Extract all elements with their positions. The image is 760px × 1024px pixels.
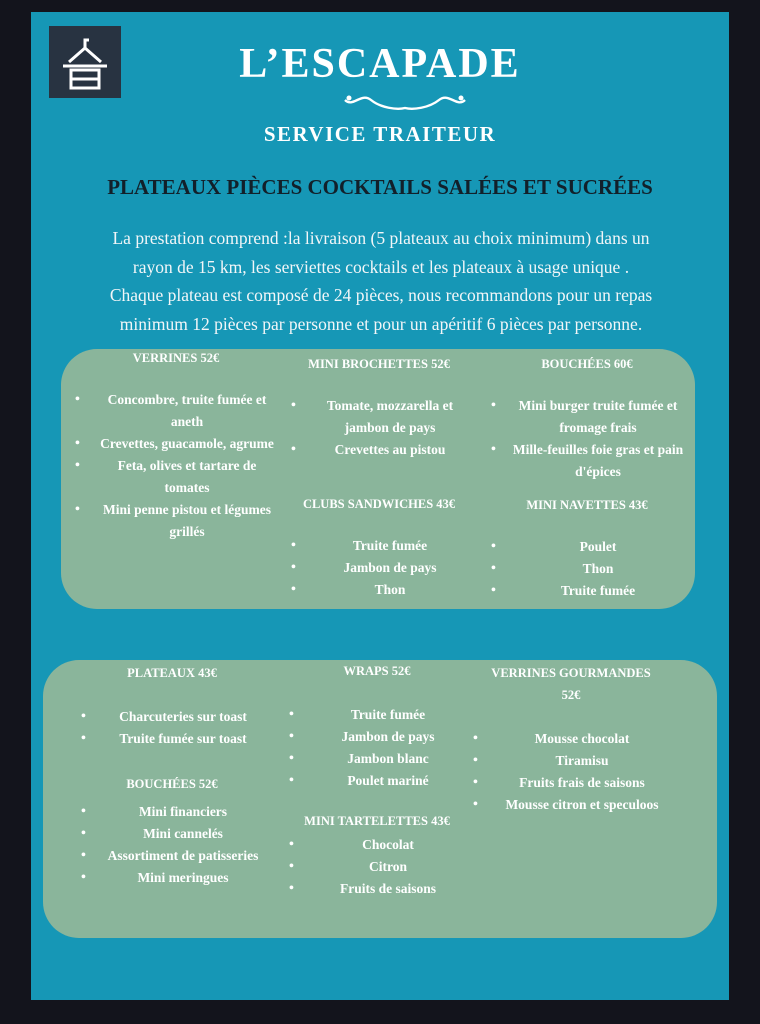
list-item: • Mini meringues (79, 867, 265, 889)
list-item: • Concombre, truite fumée et aneth (73, 389, 279, 433)
list-item: • Thon (289, 579, 469, 601)
list-item: • Feta, olives et tartare de tomates (73, 455, 279, 499)
list-item: • Mousse citron et speculoos (471, 794, 671, 816)
clubs-section (289, 493, 469, 601)
intro-line: Chaque plateau est composé de 24 pièces, nous recommandons pour un repas (109, 285, 653, 305)
list-item: • Mousse chocolat (471, 728, 671, 750)
intro-line: La prestation comprend :la livraison (5 plateaux au choix minimum) dans un (112, 228, 650, 248)
list-item: • Jambon de pays (287, 726, 467, 748)
intro-text (61, 224, 701, 338)
section-title: PLATEAUX 43€ (127, 666, 217, 680)
list-item: • Mini financiers (79, 801, 265, 823)
list-item: • Citron (287, 856, 467, 878)
list-item: • Truite fumée sur toast (79, 728, 265, 750)
section-title: MINI TARTELETTES 43€ (304, 814, 450, 828)
list-item: • Fruits de saisons (287, 878, 467, 900)
section-title: WRAPS 52€ (343, 664, 411, 678)
intro-line: rayon de 15 km, les serviettes cocktails et les plateaux à usage unique . (132, 256, 630, 277)
list-item: • Mini penne pistou et légumes grillés (73, 499, 279, 543)
list-item: • Mini burger truite fumée et fromage frais (489, 395, 685, 439)
section-title: VERRINES 52€ (132, 351, 220, 365)
verrines-gourmandes-section (471, 662, 671, 816)
list-item: • Poulet mariné (287, 770, 467, 792)
plateaux-section (79, 662, 265, 750)
list-item: • Truite fumée (489, 580, 685, 602)
section-title: BOUCHÉES 52€ (126, 777, 218, 791)
list-item: • Tiramisu (471, 750, 671, 772)
list-item: • Chocolat (287, 834, 467, 856)
tartelettes-section (287, 810, 467, 900)
navettes-section (489, 494, 685, 602)
section-title: VERRINES GOURMANDES (491, 666, 651, 680)
verrines-section (73, 347, 279, 543)
flourish-ornament (341, 86, 469, 116)
bouchees-section (489, 353, 685, 483)
section-title-price: 52€ (561, 688, 581, 702)
section-title: BOUCHÉES 60€ (541, 357, 633, 371)
list-item: • Charcuteries sur toast (79, 706, 265, 728)
brand-name: L’ESCAPADE (239, 41, 521, 87)
list-item: • Jambon de pays (289, 557, 469, 579)
list-item: • Mini cannelés (79, 823, 265, 845)
list-item: • Crevettes, guacamole, agrume (73, 433, 279, 455)
list-item: • Truite fumée (287, 704, 467, 726)
tagline: SERVICE TRAITEUR (263, 122, 497, 146)
section-title: MINI BROCHETTES 52€ (308, 357, 450, 371)
list-item: • Poulet (489, 536, 685, 558)
intro-line: minimum 12 pièces par personne et pour un apéritif 6 pièces par personne. (119, 313, 643, 334)
menu-poster (31, 12, 729, 1000)
section-heading: PLATEAUX PIÈCES COCKTAILS SALÉES ET SUCRÉES (107, 175, 653, 199)
list-item: • Fruits frais de saisons (471, 772, 671, 794)
list-item: • Crevettes au pistou (289, 439, 469, 461)
wraps-section (287, 660, 467, 792)
bouchees-sweet-section (79, 773, 265, 889)
list-item: • Thon (489, 558, 685, 580)
brochettes-section (289, 353, 469, 461)
list-item: • Tomate, mozzarella et jambon de pays (289, 395, 469, 439)
list-item: • Jambon blanc (287, 748, 467, 770)
section-title: CLUBS SANDWICHES 43€ (302, 497, 456, 511)
list-item: • Mille-feuilles foie gras et pain d'épices (489, 439, 685, 483)
section-title: MINI NAVETTES 43€ (526, 498, 648, 512)
list-item: • Truite fumée (289, 535, 469, 557)
list-item: • Assortiment de patisseries (79, 845, 265, 867)
